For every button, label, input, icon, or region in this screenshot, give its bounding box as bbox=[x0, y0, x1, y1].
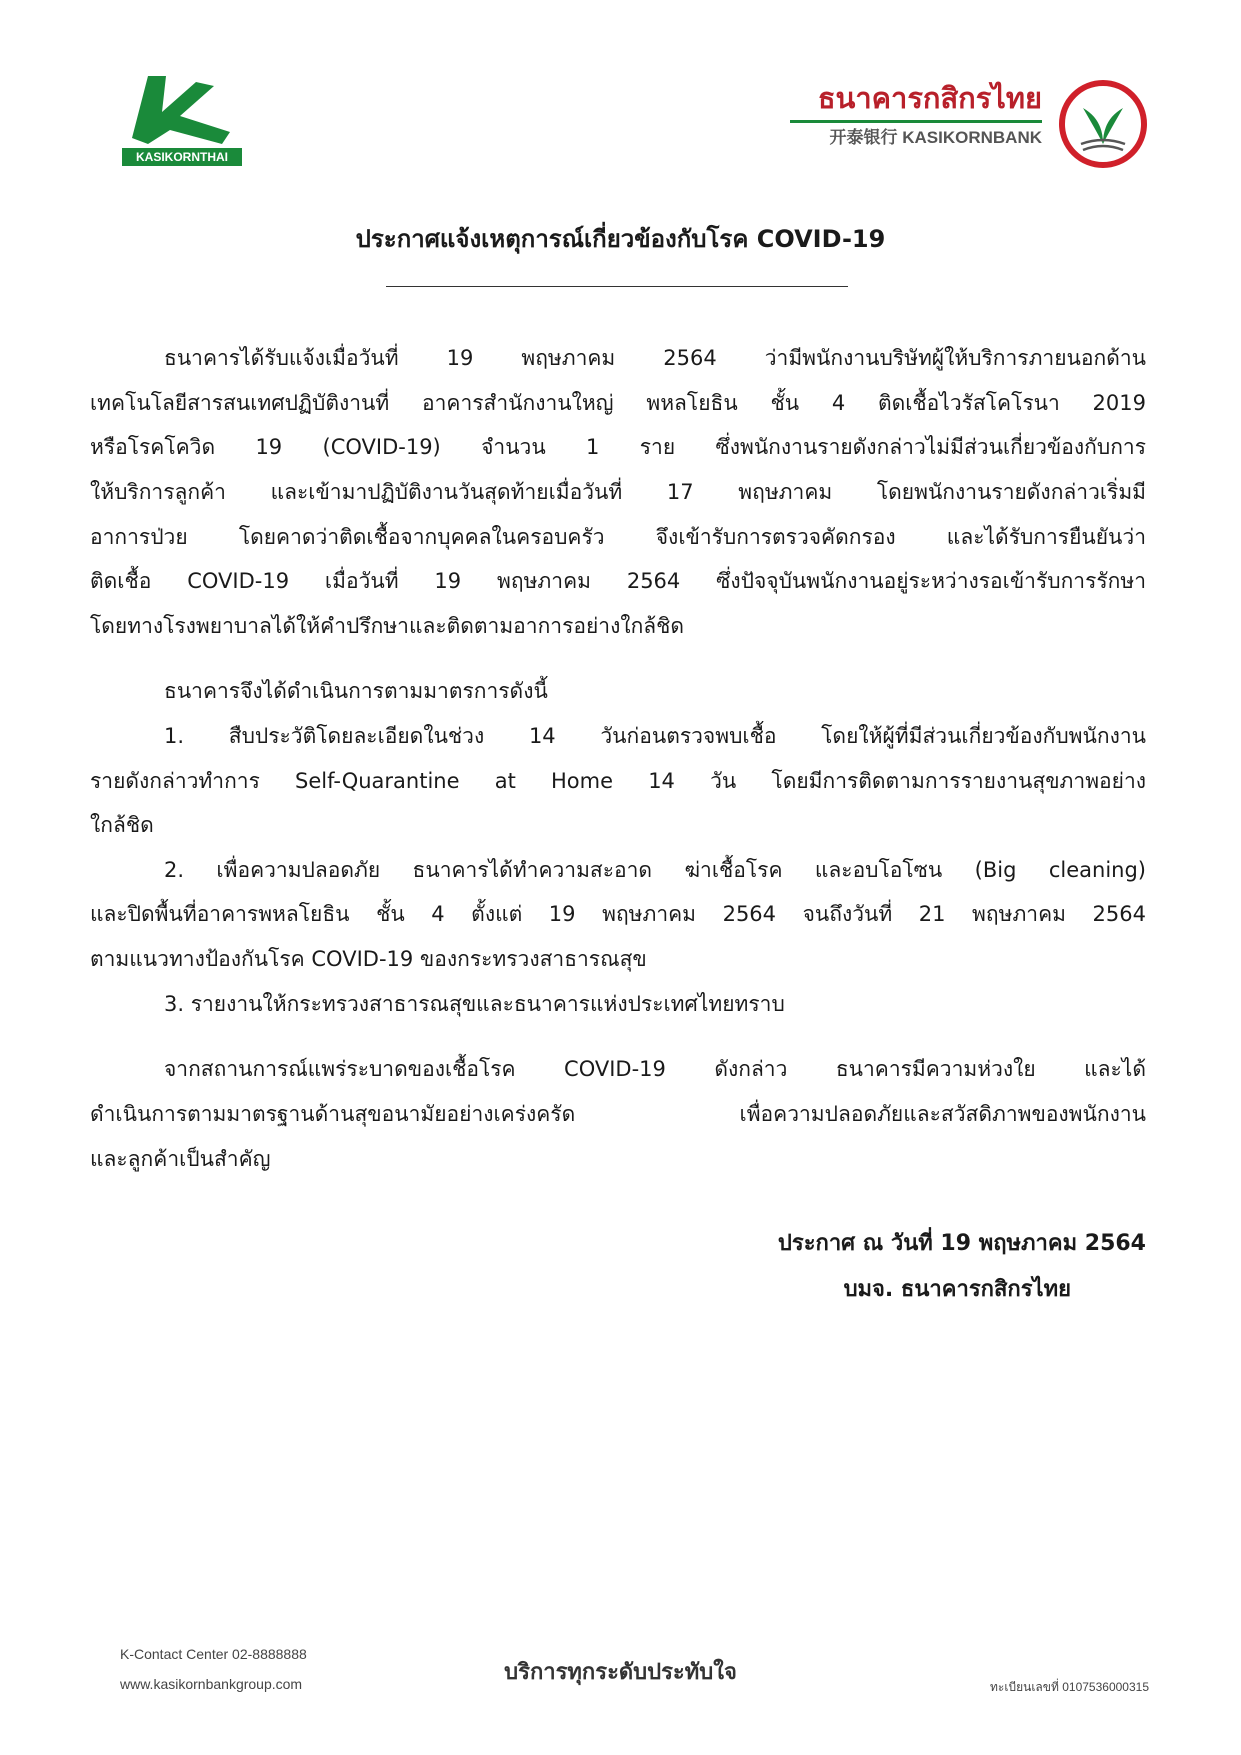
measure1-line: ใกล้ชิด bbox=[90, 813, 154, 837]
paragraph1-line: โดยทางโรงพยาบาลได้ให้คำปรึกษาและติดตามอาการอย่างใกล้ชิด bbox=[90, 614, 685, 638]
title-divider bbox=[386, 286, 848, 287]
website-link[interactable]: www.kasikornbankgroup.com bbox=[120, 1676, 303, 1692]
paragraph1-line: หรือโรคโควิด 19 (COVID-19) จำนวน 1 ราย ซึ่งพนักงานรายดังกล่าวไม่มีส่วนเกี่ยวข้องกับการ bbox=[90, 435, 1146, 459]
issuer-name: บมจ. ธนาคารกสิกรไทย bbox=[843, 1277, 1071, 1302]
closing-line: จากสถานการณ์แพร่ระบาดของเชื้อโรค COVID-19 ดังกล่าว ธนาคารมีความห่วงใย และได้ bbox=[164, 1057, 1146, 1081]
paragraph1-line: ให้บริการลูกค้า และเข้ามาปฏิบัติงานวันสุดท้ายเมื่อวันที่ 17 พฤษภาคม โดยพนักงานรายดังกล่าวเริ่มมี bbox=[90, 480, 1146, 504]
closing-line: และลูกค้าเป็นสำคัญ bbox=[90, 1147, 271, 1171]
announcement-date: ประกาศ ณ วันที่ 19 พฤษภาคม 2564 bbox=[777, 1231, 1146, 1256]
measure3-line: 3. รายงานให้กระทรวงสาธารณสุขและธนาคารแห่งประเทศไทยทราบ bbox=[164, 992, 785, 1016]
measure1-line: รายดังกล่าวทำการ Self-Quarantine at Home 14 วัน โดยมีการติดตามการรายงานสุขภาพอย่าง bbox=[90, 769, 1146, 793]
bank-name-thai: ธนาคารกสิกรไทย bbox=[817, 81, 1042, 115]
kbank-emblem bbox=[1057, 78, 1149, 170]
contact-center: K-Contact Center 02-8888888 bbox=[120, 1646, 307, 1662]
measure2-line: และปิดพื้นที่อาคารพหลโยธิน ชั้น 4 ตั้งแต่ 19 พฤษภาคม 2564 จนถึงวันที่ 21 พฤษภาคม 2564 bbox=[90, 902, 1146, 926]
paragraph1-line: ธนาคารได้รับแจ้งเมื่อวันที่ 19 พฤษภาคม 2564 ว่ามีพนักงานบริษัทผู้ให้บริการภายนอกด้าน bbox=[164, 346, 1146, 370]
measures-intro: ธนาคารจึงได้ดำเนินการตามมาตรการดังนี้ bbox=[164, 679, 548, 703]
kbank-emblem-icon bbox=[1057, 78, 1149, 170]
footer-slogan: บริการทุกระดับประทับใจ bbox=[504, 1660, 737, 1685]
kasikornthai-logo bbox=[118, 72, 248, 172]
paragraph1-line: ติดเชื้อ COVID-19 เมื่อวันที่ 19 พฤษภาคม 2564 ซึ่งปัจจุบันพนักงานอยู่ระหว่างรอเข้ารับการรักษา bbox=[90, 569, 1146, 593]
measure2-line: ตามแนวทางป้องกันโรค COVID-19 ของกระทรวงสาธารณสุข bbox=[90, 947, 647, 971]
paragraph1-line: เทคโนโลยีสารสนเทศปฏิบัติงานที่ อาคารสำนักงานใหญ่ พหลโยธิน ชั้น 4 ติดเชื้อไวรัสโคโรนา 2019 bbox=[90, 391, 1146, 415]
bank-name-english: 开泰银行 KASIKORNBANK bbox=[829, 128, 1042, 147]
k-logo-icon bbox=[118, 72, 248, 152]
registration-number: ทะเบียนเลขที่ 0107536000315 bbox=[990, 1680, 1149, 1694]
bank-name-divider bbox=[790, 120, 1042, 123]
kasikornthai-logo-label: KASIKORNTHAI bbox=[122, 148, 242, 166]
measure2-line: 2. เพื่อความปลอดภัย ธนาคารได้ทำความสะอาด ฆ่าเชื้อโรค และอบโอโซน (Big cleaning) bbox=[164, 858, 1146, 882]
closing-line: ดำเนินการตามมาตรฐานด้านสุขอนามัยอย่างเคร่งครัด เพื่อความปลอดภัยและสวัสดิภาพของพนักงาน bbox=[90, 1102, 1146, 1126]
paragraph1-line: อาการป่วย โดยคาดว่าติดเชื้อจากบุคคลในครอบครัว จึงเข้ารับการตรวจคัดกรอง และได้รับการยืนยันว่า bbox=[90, 525, 1146, 549]
announcement-title: ประกาศแจ้งเหตุการณ์เกี่ยวข้องกับโรค COVID-19 bbox=[355, 225, 886, 253]
measure1-line: 1. สืบประวัติโดยละเอียดในช่วง 14 วันก่อนตรวจพบเชื้อ โดยให้ผู้ที่มีส่วนเกี่ยวข้องกับพนักงาน bbox=[164, 724, 1146, 748]
